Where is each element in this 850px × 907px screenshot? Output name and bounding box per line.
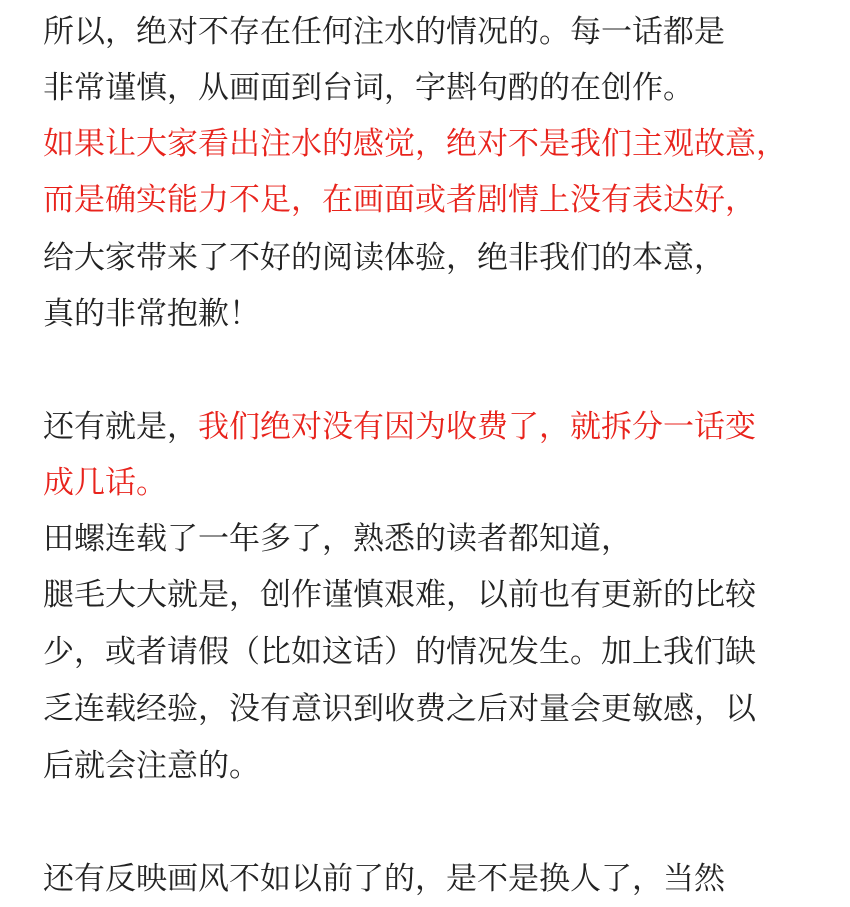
- text-line: 所以，绝对不存在任何注水的情况的。每一话都是: [43, 14, 725, 50]
- highlight-line: 成几话。: [43, 465, 167, 501]
- text-line: 腿毛大大就是，创作谨慎艰难，以前也有更新的比较: [43, 577, 756, 613]
- text-line: 乏连载经验，没有意识到收费之后对量会更敏感，以: [43, 691, 756, 727]
- text-line: 真的非常抱歉！: [43, 296, 260, 332]
- highlight-line: 如果让大家看出注水的感觉，绝对不是我们主观故意，: [43, 126, 787, 162]
- highlight-segment: 我们绝对没有因为收费了，就拆分一话变: [198, 409, 756, 445]
- text-line: 田螺连载了一年多了，熟悉的读者都知道，: [43, 521, 632, 557]
- text-line: 非常谨慎，从画面到台词，字斟句酌的在创作。: [43, 70, 694, 106]
- text-line: [43, 399, 756, 455]
- text-line: 还有反映画风不如以前了的，是不是换人了，当然: [43, 861, 725, 897]
- text-segment: 还有就是，: [43, 409, 198, 445]
- text-line: 少，或者请假（比如这话）的情况发生。加上我们缺: [43, 634, 756, 670]
- highlight-line: 而是确实能力不足，在画面或者剧情上没有表达好，: [43, 182, 756, 218]
- text-line: 给大家带来了不好的阅读体验，绝非我们的本意，: [43, 240, 725, 276]
- text-line: 后就会注意的。: [43, 748, 260, 784]
